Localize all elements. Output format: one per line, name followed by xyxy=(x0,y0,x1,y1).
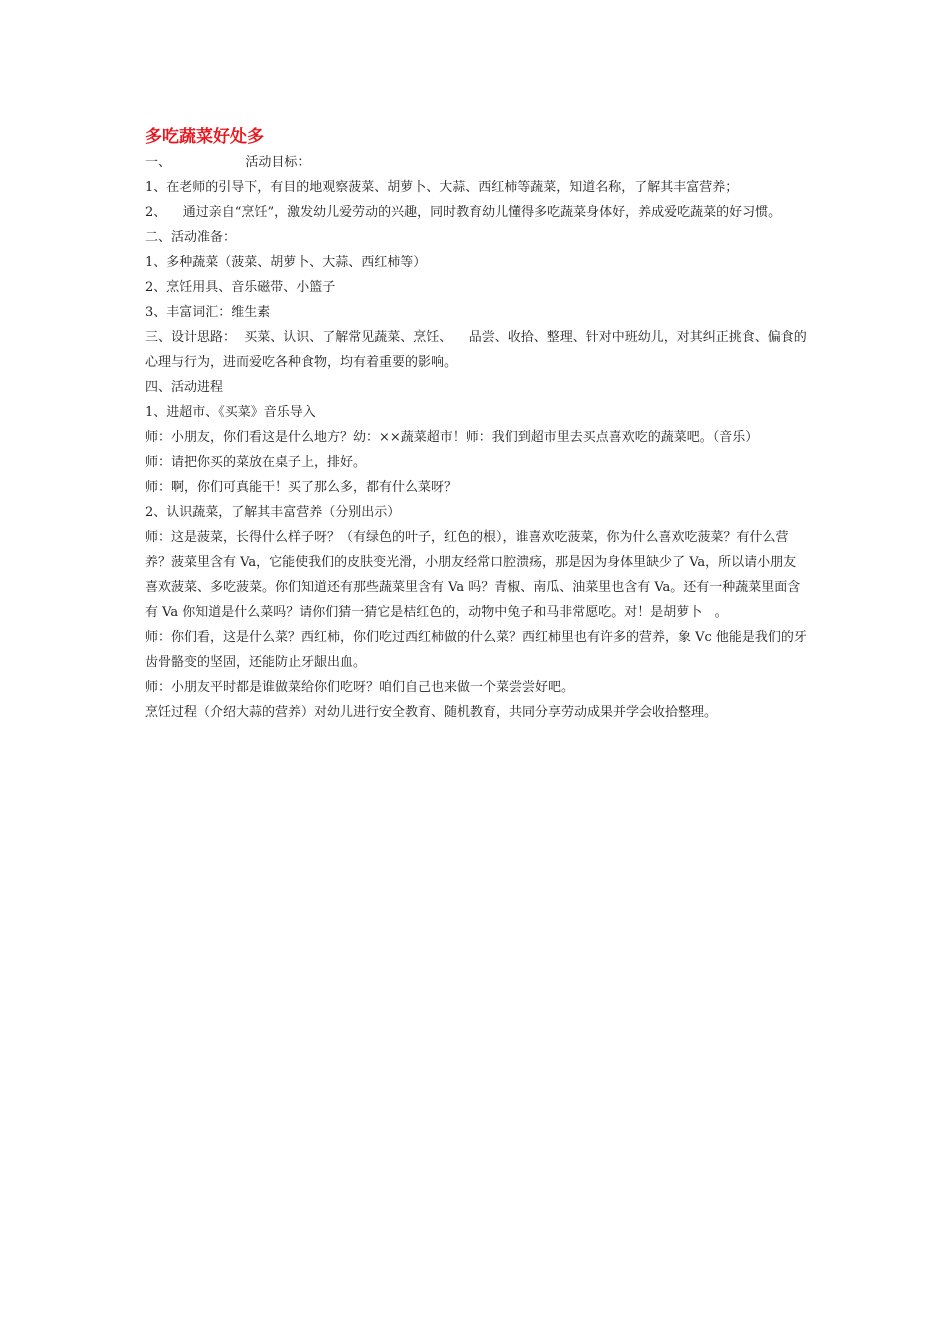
paragraph-cooking-process: 烹饪过程（介绍大蒜的营养）对幼儿进行安全教育、随机教育，共同分享劳动成果并学会收拾整理。 xyxy=(145,705,718,720)
paragraph-design: 三、设计思路： 买菜、认识、了解常见蔬菜、烹饪、 品尝、收拾、整理、针对中班幼儿，对其纠正挑食、偏食的心理与行为，进而爱吃各种食物，均有着重要的影响。 xyxy=(145,330,807,370)
paragraph-dialog-3: 师：啊，你们可真能干！买了那么多，都有什么菜呀？ xyxy=(145,480,458,495)
paragraph-prep-3: 3、丰富词汇：维生素 xyxy=(145,305,271,320)
paragraph-goal-1: 1、在老师的引导下，有目的地观察菠菜、胡萝卜、大蒜、西红柿等蔬菜，知道名称，了解其丰富营养； xyxy=(145,180,739,195)
paragraph-process-1: 1、进超市、《买菜》音乐导入 xyxy=(145,405,316,420)
paragraph-cooking-intro: 师：小朋友平时都是谁做菜给你们吃呀？咱们自己也来做一个菜尝尝好吧。 xyxy=(145,680,575,695)
document-title: 多吃蔬菜好处多 xyxy=(145,127,264,147)
paragraph-goal-heading: 一、 活动目标： xyxy=(145,155,311,170)
paragraph-goal-2: 2、 通过亲自“烹饪”，激发幼儿爱劳动的兴趣，同时教育幼儿懂得多吃蔬菜身体好，养成爱吃蔬菜的好习惯。 xyxy=(145,205,782,220)
paragraph-spinach: 师：这是菠菜，长得什么样子呀？（有绿色的叶子，红色的根），谁喜欢吃菠菜，你为什么喜欢吃菠菜？有什么营养？菠菜里含有 Va，它能使我们的皮肤变光滑，小朋友经常口腔溃疡，那是因为身体里缺少了 Va，所以请小朋友喜欢菠菜、多吃菠菜。你们知道还有那些蔬菜里含有 Va 吗？青椒、南瓜、油菜里也含有 Va。还有一种蔬菜里面含有 Va 你知道是什么菜吗？请你们猜一猜它是桔红色的，动物中兔子和马非常愿吃。对！是胡萝卜 。 xyxy=(145,530,801,620)
paragraph-dialog-1: 师：小朋友，你们看这是什么地方？幼：××蔬菜超市！师：我们到超市里去买点喜欢吃的蔬菜吧。（音乐） xyxy=(145,430,759,445)
paragraph-tomato: 师：你们看，这是什么菜？西红柿，你们吃过西红柿做的什么菜？西红柿里也有许多的营养，象 Vc 他能是我们的牙齿骨骼变的坚固，还能防止牙龈出血。 xyxy=(145,630,807,670)
paragraph-prep-2: 2、烹饪用具、音乐磁带、小篮子 xyxy=(145,280,336,295)
document-page xyxy=(145,124,809,725)
paragraph-prep-1: 1、多种蔬菜（菠菜、胡萝卜、大蒜、西红柿等） xyxy=(145,255,427,270)
paragraph-prep-heading: 二、活动准备： xyxy=(145,230,237,245)
paragraph-dialog-2: 师：请把你买的菜放在桌子上，排好。 xyxy=(145,455,367,470)
paragraph-process-2: 2、认识蔬菜，了解其丰富营养（分别出示） xyxy=(145,505,401,520)
paragraph-process-heading: 四、活动进程 xyxy=(145,380,224,395)
